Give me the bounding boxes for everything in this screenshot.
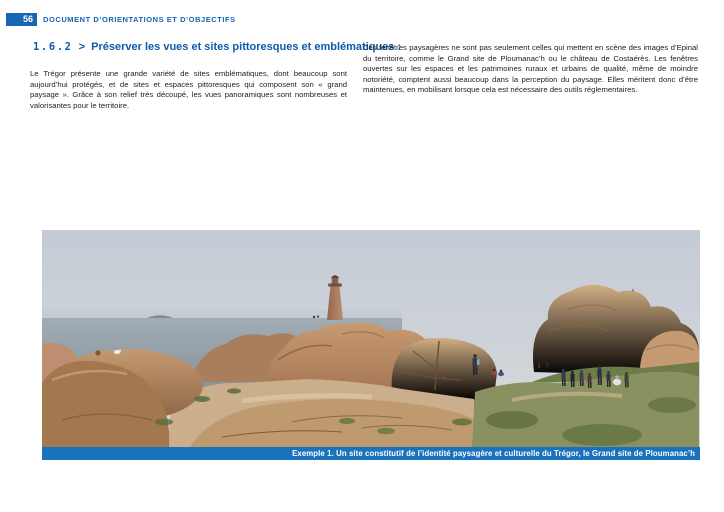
document-header-title: DOCUMENT D’ORIENTATIONS ET D’OBJECTIFS bbox=[43, 15, 236, 24]
section-title: Préserver les vues et sites pittoresques et emblématiques : bbox=[91, 41, 402, 53]
section-number: 1.6.2 bbox=[33, 41, 73, 53]
silhouette-walker bbox=[313, 316, 315, 318]
page-number-badge bbox=[6, 13, 37, 26]
figure-caption-text: Exemple 1. Un site constitutif de l’identité paysagère et culturelle du Trégor, le Grand site de Ploumanac’h bbox=[292, 449, 695, 458]
section-separator: > bbox=[78, 41, 86, 53]
brown-bird bbox=[95, 350, 100, 355]
figure-caption-bar bbox=[42, 447, 700, 460]
left-column-paragraph: Le Trégor présente une grande variété de sites emblématiques, dont beaucoup sont aujourd’hui protégés, et de sites et espaces pittoresques qui composent son « grand paysage ». Grâce à son relief très découpé, les vues panoramiques sont nombreuses et valorisantes pour le territoire. bbox=[30, 69, 347, 110]
page-number: 56 bbox=[22, 14, 33, 24]
right-column-paragraph: Ces fenêtres paysagères ne sont pas seulement celles qui mettent en scène des images d’Epinal du territoire, comme le Grand site de Ploumanac’h ou le château de Costaérès. Les fenêtres ouvertes sur les espaces et les patrimoines ruraux et urbains de qualité, même de moindre notoriété, comptent aussi beaucoup dans la perception du paysage. Elles méritent donc d’être maintenues, en mobilisant lorsque cela est nécessaire des outils réglementaires. bbox=[363, 43, 698, 95]
figure-ploumanach bbox=[42, 230, 700, 460]
section-heading bbox=[33, 41, 401, 53]
ploumanach-photo bbox=[42, 230, 700, 447]
